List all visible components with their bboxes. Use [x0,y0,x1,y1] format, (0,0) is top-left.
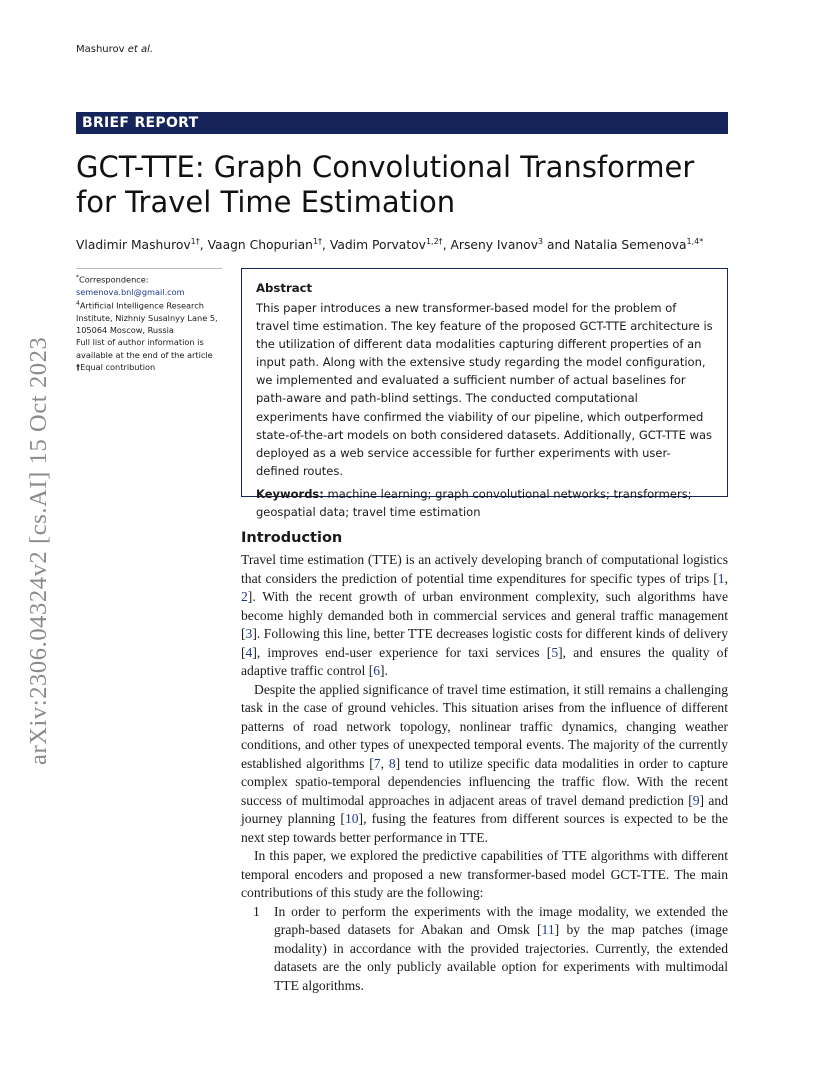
citation-link[interactable]: 1 [717,570,725,586]
text-run: In order to perform the experiments with the image modality, we extended the graph-based datasets for Abakan and Omsk [ [274,903,728,937]
citation-link[interactable]: 9 [692,792,700,808]
affiliation-line: Artificial Intelligence Research [79,300,204,311]
report-type-banner: BRIEF REPORT [76,112,728,134]
equal-contribution-label: Equal contribution [80,361,156,372]
abstract-box [241,268,728,520]
citation-link[interactable]: 3 [245,626,253,641]
author-conjunction: and [547,238,571,253]
text-run: ]. With the recent growth of urban environment complexity, such algorithms have become highly demanded both in commercial services and general traffic management [ [241,589,728,641]
text-run: , [724,570,728,586]
side-notes [76,272,236,373]
contribution-list-item [241,903,728,996]
text-run: ]. Following this line, better TTE decreases logistic costs for different kinds of delivery [ [241,626,728,660]
side-notes-divider [76,268,222,269]
author-info-note: available at the end of the article [76,349,213,360]
text-run: ], fusing the features from different sources is expected to be the next step towards better performance in TTE. [241,811,728,845]
equal-contribution-mark: † [76,361,81,372]
affiliation-line: 105064 Moscow, Russia [76,325,174,336]
running-head-author: Mashurov [76,44,125,55]
author-name: Vaagn Chopurian [207,238,313,253]
paper-title: GCT-TTE: Graph Convolutional Transformer for Travel Time Estimation [76,150,695,219]
citation-link[interactable]: 8 [388,755,396,771]
author-affiliation-mark: 3 [537,237,544,246]
citation-link[interactable]: 4 [245,644,253,660]
abstract-heading: Abstract [256,281,313,295]
running-head [76,44,153,55]
author-affiliation-mark: 1† [312,237,323,246]
section-heading-introduction: Introduction [241,530,343,546]
affiliation-mark: 4 [76,300,80,308]
author-affiliation-mark: 1,4* [686,237,704,246]
text-run: , [380,755,389,771]
affiliation-line: Institute, Nizhniy Susalnyy Lane 5, [76,313,218,324]
running-head-etal: et al. [127,44,154,55]
text-run: Despite the applied significance of travel time estimation, it still remains a challenging task in the case of ground vehicles. This situation arises from the influence of different patterns of road network topology, nonlinear traffic dynamics, changing weather conditions, and other types of unexpected temporal events. The majority of the currently established algorithms [ [241,681,728,771]
author-name: Vadim Porvatov [329,238,426,253]
text-run: Travel time estimation (TTE) is an actively developing branch of computational logistics that considers the prediction of potential time expenditures for specific types of trips [ [241,552,728,586]
paragraph: In this paper, we explored the predictive capabilities of TTE algorithms with different temporal encoders and proposed a new transformer-based model GCT-TTE. The main contributions of this study are the following: [241,848,728,900]
correspondence-text: Correspondence: [79,274,149,285]
citation-link[interactable]: 5 [551,644,559,660]
citation-link[interactable]: 10 [344,811,359,826]
keywords [256,485,713,521]
citation-link[interactable]: 6 [373,663,381,678]
abstract-text: This paper introduces a new transformer-based model for the problem of travel time estimation. The key feature of the proposed GCT-TTE architecture is the utilization of different data modalities capturing different properties of an input path. Along with the extensive study regarding the model configuration, we implemented and evaluated a sufficient number of actual baselines for path-aware and path-blind settings. The conducted computational experiments have confirmed the viability of our pipeline, which outperformed state-of-the-art models on both considered datasets. Additionally, GCT-TTE was deployed as a web service accessible for further experiments with user-defined routes. [256,301,713,478]
correspondence-mark: * [76,274,79,281]
text-run: ] and journey planning [ [241,792,728,826]
text-run: ], and ensures the quality of adaptive traffic control [ [241,644,729,678]
author-affiliation-mark: 1,2† [425,237,443,246]
correspondence-email-link[interactable]: semenova.bnl@gmail.com [76,286,185,297]
paragraph [241,681,728,848]
author-name: Vladimir Mashurov [76,238,191,253]
citation-link[interactable]: 11 [541,922,555,937]
correspondence-label [76,272,236,286]
citation-link[interactable]: 7 [373,755,381,771]
author-affiliation-mark: 1† [190,237,200,246]
text-run: ] tend to utilize specific data modalities in order to capture complex spatio-temporal dependencies influencing the traffic flow. With the recent success of multimodal approaches in adjacent areas of travel demand prediction [ [241,755,729,808]
arxiv-identifier: arXiv:2306.04324v2 [cs.AI] 15 Oct 2023 [25,336,52,765]
text-run: ], improves end-user experience for taxi services [ [252,644,552,660]
author-info-note: Full list of author information is [76,337,204,348]
citation-link[interactable]: 2 [241,589,248,604]
author-name: Arseny Ivanov [450,238,538,253]
text-run: ]. [380,663,388,678]
introduction-body [241,551,728,995]
author-list: Vladimir Mashurov$^{1\dagger}$, Vaagn Chopurian$^{1\dagger}$, Vadim Porvatov$^{1,2\dagger}$, Arseny Ivanov$^3$ and Natalia Semenova$^{1,4*}$ [76,237,704,253]
text-run: ] by the map patches (image modality) in accordance with the provided trajectories. Currently, the extended datasets are the only publicly available option for experiments with multimodal TTE algorithms. [274,922,728,993]
keywords-label: Keywords: [256,486,324,501]
list-item-number: 1 [253,903,260,919]
keywords-list: machine learning; graph convolutional networks; transformers; geospatial data; travel time estimation [256,486,692,520]
author-name: Natalia Semenova [574,238,687,253]
paragraph [241,551,728,681]
